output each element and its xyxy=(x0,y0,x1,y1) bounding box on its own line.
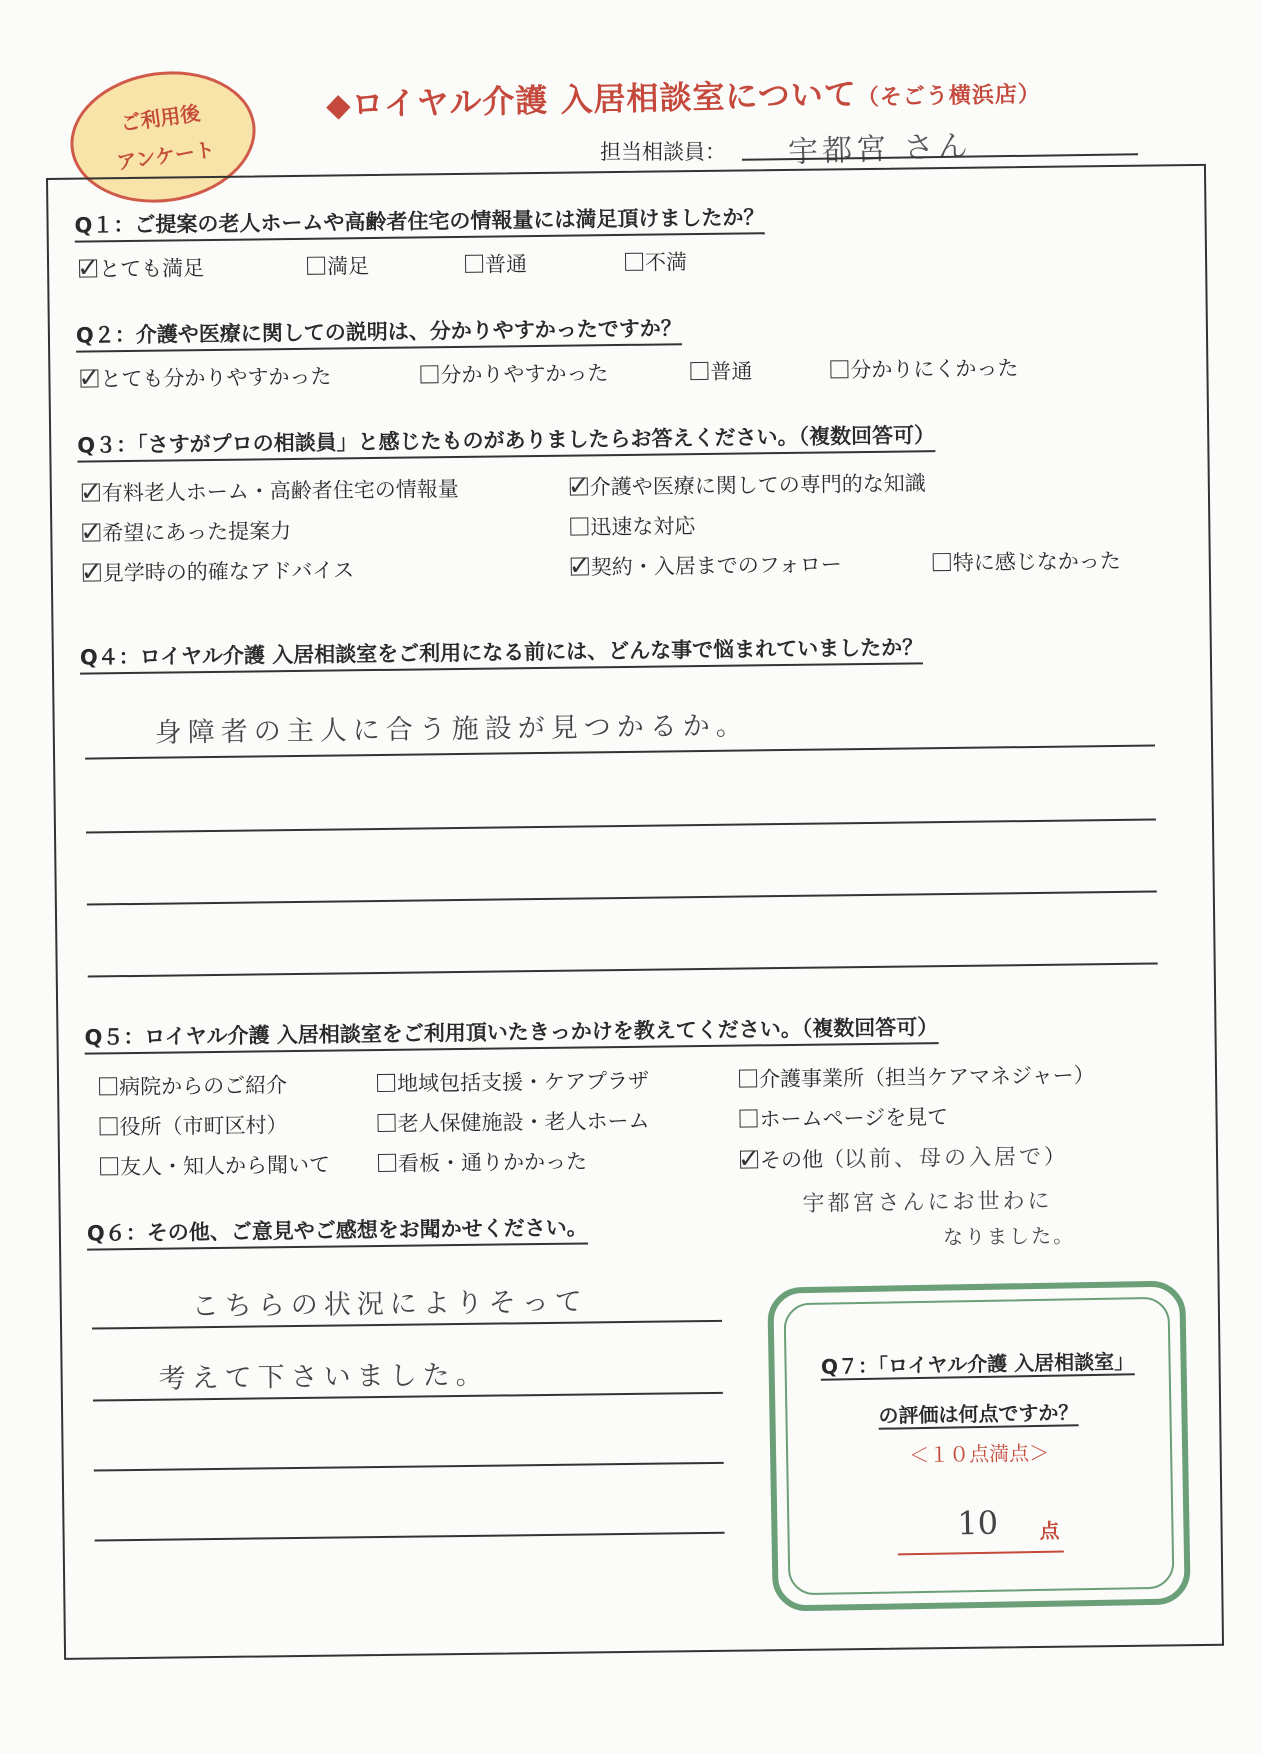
checkbox-icon xyxy=(377,1074,395,1092)
q3-option-4[interactable]: ✓介護や医療に関しての専門的な知識 xyxy=(567,471,926,502)
q6-answer-line xyxy=(94,1462,724,1472)
q5-option-5[interactable]: 老人保健施設・老人ホーム xyxy=(377,1105,649,1138)
consultant-name: 宇都宮 さん xyxy=(787,128,973,171)
badge-line-2: アンケート xyxy=(115,137,217,175)
checkbox-icon xyxy=(570,517,588,535)
q5-option-7[interactable]: 介護事業所（担当ケアマネジャー） xyxy=(739,1059,1095,1093)
q7-score-unit: 点 xyxy=(1039,1518,1060,1543)
q4-answer-line xyxy=(87,890,1157,905)
checkbox-icon xyxy=(307,257,325,275)
q5-other-text[interactable]: 以前、母の入居で xyxy=(843,1144,1045,1173)
q6-answer-line-2[interactable]: 考えて下さいました。 xyxy=(158,1359,489,1395)
q5-option-2[interactable]: 役所（市町区村） xyxy=(99,1109,287,1141)
q6-answer-line xyxy=(92,1320,722,1330)
checkbox-icon xyxy=(100,1157,118,1175)
q5-option-6[interactable]: 看板・通りかかった xyxy=(378,1145,587,1178)
check-mark-icon: ✓ xyxy=(80,557,103,588)
q1-option-1[interactable]: ✓とても満足 xyxy=(76,253,205,284)
q5-option-4[interactable]: 地域包括支援・ケアプラザ xyxy=(377,1065,649,1098)
page-title-main: ◆ロイヤル介護 入居相談室について xyxy=(325,74,858,124)
page-title xyxy=(326,65,1042,126)
q4-answer[interactable]: 身障者の主人に合う施設が見つかるか。 xyxy=(154,710,749,749)
q3-option-3[interactable]: ✓見学時の的確なアドバイス xyxy=(80,557,355,588)
q2-option-4[interactable]: 分かりにくかった xyxy=(830,352,1018,384)
q2-option-3[interactable]: 普通 xyxy=(690,355,752,386)
q6-answer-line xyxy=(95,1532,725,1542)
q5-question: Q５：ロイヤル介護 入居相談室をご利用頂いたきっかけを教えてください。（複数回答可） xyxy=(84,1011,938,1054)
check-mark-icon: ✓ xyxy=(567,471,590,502)
q5-option-1[interactable]: 病院からのご紹介 xyxy=(99,1069,287,1101)
q5-option-9[interactable]: ✓その他（以前、母の入居で） xyxy=(737,1144,1066,1175)
q7-question: Q７：「ロイヤル介護 入居相談室」 xyxy=(820,1349,1135,1379)
checkbox-icon xyxy=(739,1109,757,1127)
consultant-label: 担当相談員： xyxy=(600,140,726,164)
q4-answer-line xyxy=(86,818,1156,833)
q7-rating-box xyxy=(767,1280,1191,1611)
q1-question: Q１：ご提案の老人ホームや高齢者住宅の情報量には満足頂けましたか？ xyxy=(74,201,764,242)
q2-option-2[interactable]: 分かりやすかった xyxy=(420,357,608,389)
check-mark-icon: ✓ xyxy=(76,253,100,284)
q3-option-7[interactable]: 特に感じなかった xyxy=(933,545,1121,577)
q3-option-5[interactable]: 迅速な対応 xyxy=(570,510,695,542)
q4-answer-line xyxy=(88,962,1158,977)
checkbox-icon xyxy=(99,1117,117,1135)
checkbox-icon xyxy=(420,365,438,383)
q1-option-3[interactable]: 普通 xyxy=(465,248,527,279)
q7-scale: ＜１０点満点＞ xyxy=(908,1440,1050,1468)
q3-question: Q３：「さすがプロの相談員」と感じたものがありましたらお答えください。（複数回答可） xyxy=(77,419,935,462)
checkbox-icon xyxy=(377,1114,395,1132)
q7-score[interactable]: 10 xyxy=(957,1503,999,1543)
q5-other-note-2: なりました。 xyxy=(942,1223,1076,1250)
checkbox-icon xyxy=(739,1069,757,1087)
checkbox-icon xyxy=(465,255,483,273)
checkbox-icon xyxy=(625,253,643,271)
q1-option-4[interactable]: 不満 xyxy=(625,246,687,277)
check-mark-icon: ✓ xyxy=(737,1144,761,1175)
q5-option-3[interactable]: 友人・知人から聞いて xyxy=(100,1149,330,1182)
checkbox-icon xyxy=(378,1154,396,1172)
check-mark-icon: ✓ xyxy=(78,363,101,394)
page-title-sub: （そごう横浜店） xyxy=(856,82,1042,111)
q6-question: Q６：その他、ご意見やご感想をお聞かせください。 xyxy=(87,1211,588,1250)
q2-option-1[interactable]: ✓とても分かりやすかった xyxy=(78,363,332,394)
checkbox-icon xyxy=(99,1077,117,1095)
q5-other-note-1: 宇都宮さんにお世わに xyxy=(802,1188,1053,1217)
check-mark-icon: ✓ xyxy=(568,551,591,582)
checkbox-icon xyxy=(830,360,848,378)
checkbox-icon xyxy=(933,553,951,571)
q7-subtitle: の評価は何点ですか？ xyxy=(878,1400,1079,1428)
q3-option-2[interactable]: ✓希望にあった提案力 xyxy=(80,517,292,548)
q6-answer-line-1[interactable]: こちらの状況によりそって xyxy=(191,1286,588,1323)
q3-option-1[interactable]: ✓有料老人ホーム・高齢者住宅の情報量 xyxy=(79,476,459,508)
check-mark-icon: ✓ xyxy=(80,517,103,548)
q5-option-8[interactable]: ホームページを見て xyxy=(739,1101,948,1134)
q2-question: Q２：介護や医療に関しての説明は、分かりやすかったですか？ xyxy=(76,312,682,352)
check-mark-icon: ✓ xyxy=(79,477,102,508)
q1-option-2[interactable]: 満足 xyxy=(307,250,369,281)
checkbox-icon xyxy=(690,362,708,380)
badge-line-1: ご利用後 xyxy=(119,100,202,136)
q4-question: Q４：ロイヤル介護 入居相談室をご利用になる前には、どんな事で悩まれていましたか？ xyxy=(80,631,924,674)
q3-option-6[interactable]: ✓契約・入居までのフォロー xyxy=(568,551,842,582)
